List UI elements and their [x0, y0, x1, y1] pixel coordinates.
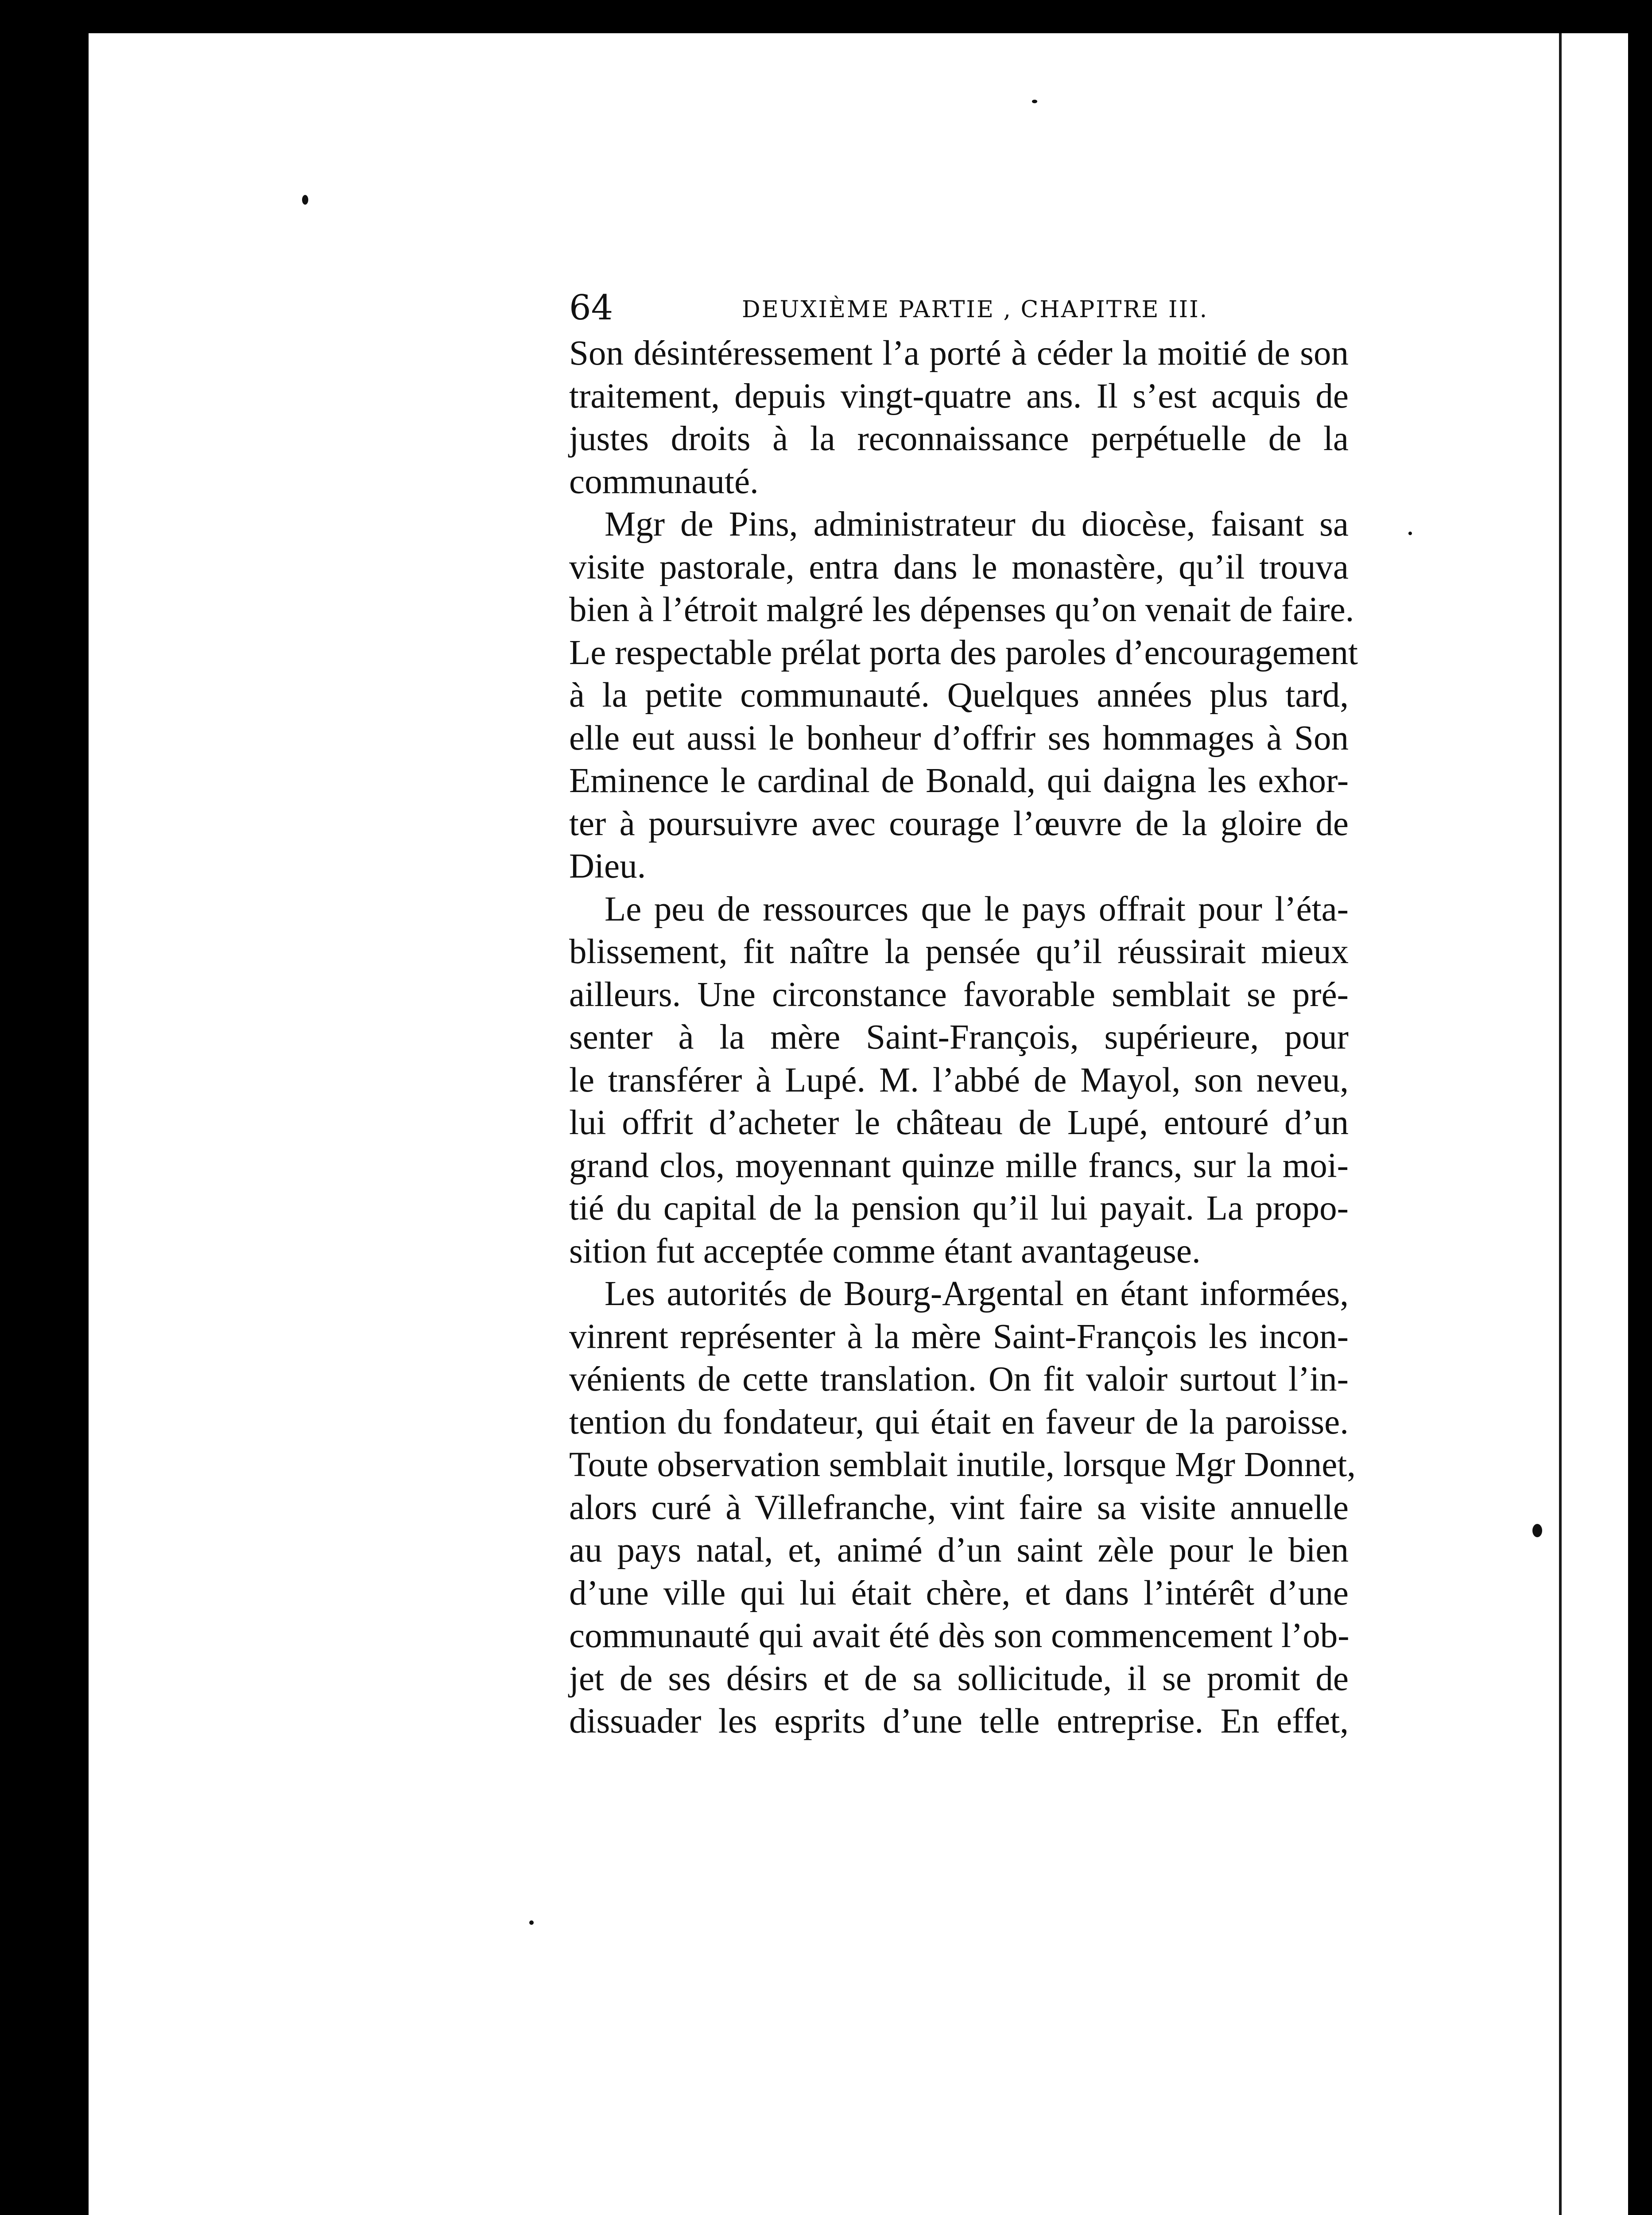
text-line: ter à poursuivre avec courage l’œuvre de la gloire de	[569, 804, 1349, 843]
text-line: bien à l’étroit malgré les dépenses qu’on venait de faire.	[569, 591, 1354, 629]
text-line: dissuader les esprits d’une telle entreprise. En effet,	[569, 1702, 1349, 1741]
running-head: DEUXIÈME PARTIE , CHAPITRE III.	[742, 296, 1209, 323]
text-line: visite pastorale, entra dans le monastère, qu’il trouva	[569, 548, 1349, 587]
ink-speck	[1032, 100, 1037, 103]
ink-speck	[302, 195, 308, 205]
text-line: Son désintéressement l’a porté à céder la moitié de son	[569, 334, 1349, 373]
text-line: Les autorités de Bourg-Argental en étant informées,	[605, 1275, 1349, 1313]
text-line: Eminence le cardinal de Bonald, qui daigna les exhor-	[569, 762, 1349, 800]
text-line: communauté.	[569, 462, 759, 501]
text-line: tié du capital de la pension qu’il lui payait. La propo-	[569, 1189, 1349, 1228]
body-text	[569, 332, 1358, 1743]
text-line: Le respectable prélat porta des paroles d’encouragement	[569, 633, 1358, 672]
text-line: à la petite communauté. Quelques années plus tard,	[569, 676, 1349, 715]
ink-speck	[529, 1920, 534, 1925]
text-line: tention du fondateur, qui était en faveur de la paroisse.	[569, 1403, 1349, 1442]
text-line: alors curé à Villefranche, vint faire sa visite annuelle	[569, 1488, 1349, 1527]
text-line: ailleurs. Une circonstance favorable semblait se pré-	[569, 975, 1349, 1014]
ink-speck	[1532, 1524, 1542, 1537]
text-line: sition fut acceptée comme étant avantageuse.	[569, 1232, 1201, 1271]
text-line: elle eut aussi le bonheur d’offrir ses hommages à Son	[569, 719, 1349, 758]
text-line: Toute observation semblait inutile, lorsque Mgr Donnet,	[569, 1446, 1356, 1484]
next-page-edge	[1559, 33, 1628, 2215]
page-number: 64	[569, 288, 613, 328]
text-line: blissement, fit naître la pensée qu’il réussirait mieux	[569, 933, 1349, 971]
text-line: traitement, depuis vingt-quatre ans. Il s’est acquis de	[569, 377, 1349, 416]
text-line: d’une ville qui lui était chère, et dans l’intérêt d’une	[569, 1574, 1349, 1613]
text-line: senter à la mère Saint-François, supérieure, pour	[569, 1018, 1349, 1057]
text-line: communauté qui avait été dès son commencement l’ob-	[569, 1617, 1350, 1655]
text-line: vinrent représenter à la mère Saint-François les incon-	[569, 1317, 1349, 1356]
text-line: au pays natal, et, animé d’un saint zèle pour le bien	[569, 1531, 1349, 1570]
text-line: vénients de cette translation. On fit valoir surtout l’in-	[569, 1360, 1349, 1399]
ink-speck	[1408, 532, 1412, 535]
text-line: Mgr de Pins, administrateur du diocèse, faisant sa	[605, 505, 1349, 544]
text-line: grand clos, moyennant quinze mille francs, sur la moi-	[569, 1146, 1349, 1185]
text-line: Le peu de ressources que le pays offrait pour l’éta-	[605, 890, 1349, 929]
text-line: jet de ses désirs et de sa sollicitude, il se promit de	[569, 1659, 1349, 1698]
text-line: lui offrit d’acheter le château de Lupé, entouré d’un	[569, 1104, 1349, 1142]
text-line: le transférer à Lupé. M. l’abbé de Mayol, son neveu,	[569, 1061, 1349, 1100]
page-header	[569, 284, 1344, 332]
text-line: Dieu.	[569, 847, 646, 886]
text-line: justes droits à la reconnaissance perpétuelle de la	[569, 420, 1349, 458]
